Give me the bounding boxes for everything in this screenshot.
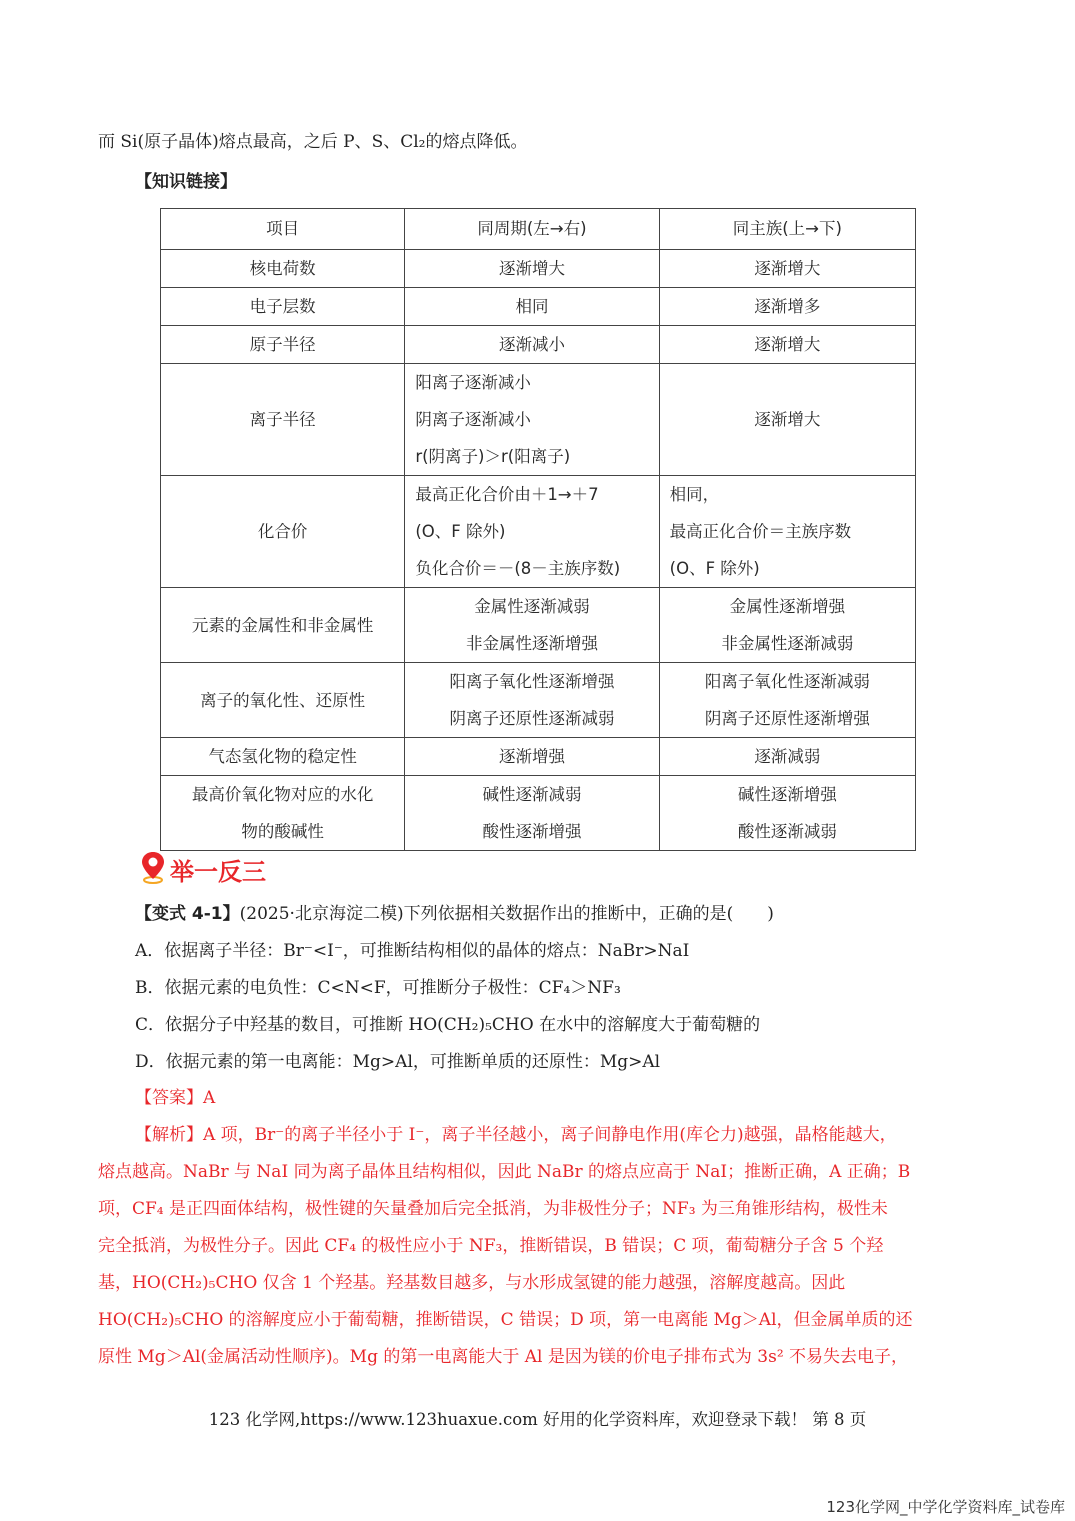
row-group-cell — [659, 776, 915, 851]
row-group-cell — [659, 326, 915, 364]
section-title: 举一反三 — [170, 858, 266, 886]
cell-line: 相同 — [515, 297, 549, 316]
cell-line: 阳离子氧化性逐渐减弱 — [704, 672, 870, 691]
cell-line: 逐渐减小 — [498, 335, 565, 354]
section-title-block — [140, 850, 166, 888]
table-row — [161, 288, 916, 326]
row-item-cell — [161, 776, 405, 851]
analysis-line-5: 基，HO(CH₂)₅CHO 仅含 1 个羟基。羟基数目越多，与水形成氢键的能力越强，溶解度越高。因此 — [98, 1273, 846, 1293]
table-header-cell: 同主族(上→下) — [659, 209, 915, 250]
row-item-cell: 离子半径 — [161, 364, 405, 476]
answer-label: 【答案】 — [135, 1088, 203, 1108]
row-item-cell: 电子层数 — [161, 288, 405, 326]
row-group-cell — [659, 250, 915, 288]
page-footer: 123 化学网,https://www.123huaxue.com 好用的化学资料库，欢迎登录下载！ 第 8 页 — [208, 1410, 867, 1429]
cell-line: 逐渐减弱 — [754, 747, 821, 766]
table-header-cell: 项目 — [161, 209, 405, 250]
row-item-cell: 核电荷数 — [161, 250, 405, 288]
cell-line: 非金属性逐渐增强 — [465, 634, 598, 653]
cell-line: 负化合价＝－(8－主族序数) — [415, 559, 621, 578]
cell-line: 最高价氧化物对应的水化 — [191, 785, 374, 804]
analysis-line-1: 【解析】A 项，Br⁻的离子半径小于 I⁻，离子半径越小，离子间静电作用(库仑力)越强，晶格能越大， — [135, 1125, 897, 1145]
analysis-line-6: HO(CH₂)₅CHO 的溶解度应小于葡萄糖，推断错误，C 错误；D 项，第一电离能 Mg＞Al，但金属单质的还 — [98, 1310, 913, 1330]
question-text: (2025·北京海淀二模)下列依据相关数据作出的推断中，正确的是( ) — [239, 904, 774, 924]
cell-line: 金属性逐渐增强 — [729, 597, 846, 616]
cell-line: 酸性逐渐减弱 — [737, 822, 837, 841]
cell-line: 阳离子逐渐减小 — [415, 373, 531, 392]
row-period-cell — [405, 663, 659, 738]
cell-line: 逐渐增大 — [754, 335, 821, 354]
cell-line: r(阴离子)＞r(阳离子) — [415, 447, 571, 466]
option-c: C．依据分子中羟基的数目，可推断 HO(CH₂)₅CHO 在水中的溶解度大于葡萄糖的 — [135, 1015, 761, 1035]
option-a: A．依据离子半径：Br⁻<I⁻，可推断结构相似的晶体的熔点：NaBr>NaI — [135, 941, 690, 961]
cell-line: 逐渐增大 — [754, 259, 821, 278]
answer-line — [135, 1088, 215, 1108]
row-period-cell — [405, 588, 659, 663]
cell-line: 逐渐增大 — [754, 410, 821, 429]
intro-line: 而 Si(原子晶体)熔点最高，之后 P、S、Cl₂的熔点降低。 — [98, 132, 528, 152]
table-row — [161, 476, 916, 588]
analysis-label: 【解析】 — [135, 1125, 203, 1145]
row-item-cell: 化合价 — [161, 476, 405, 588]
row-period-cell — [405, 288, 659, 326]
analysis-line-4: 完全抵消，为极性分子。因此 CF₄ 的极性应小于 NF₃，推断错误，B 错误；C 项，葡萄糖分子含 5 个羟 — [98, 1236, 884, 1256]
cell-line: (O、F 除外) — [669, 559, 760, 578]
table-row — [161, 776, 916, 851]
knowledge-table — [160, 208, 916, 851]
row-period-cell — [405, 364, 659, 476]
cell-line: 阴离子逐渐减小 — [415, 410, 531, 429]
question-tag: 【变式 4-1】 — [135, 904, 240, 924]
row-period-cell — [405, 326, 659, 364]
analysis-line-2: 熔点越高。NaBr 与 NaI 同为离子晶体且结构相似，因此 NaBr 的熔点应高于 NaI；推断正确，A 正确；B — [98, 1162, 911, 1182]
question-stem — [135, 904, 774, 924]
table-row — [161, 364, 916, 476]
knowledge-heading: 【知识链接】 — [135, 172, 237, 192]
row-period-cell — [405, 250, 659, 288]
cell-line: 逐渐增多 — [754, 297, 821, 316]
analysis-line-3: 项，CF₄ 是正四面体结构，极性键的矢量叠加后完全抵消，为非极性分子；NF₃ 为三角锥形结构，极性未 — [98, 1199, 888, 1219]
cell-line: 阴离子还原性逐渐减弱 — [449, 709, 615, 728]
row-item-cell: 离子的氧化性、还原性 — [161, 663, 405, 738]
analysis-line-7: 原性 Mg＞Al(金属活动性顺序)。Mg 的第一电离能大于 Al 是因为镁的价电子排布式为 3s² 不易失去电子， — [98, 1347, 909, 1367]
row-group-cell — [659, 476, 915, 588]
table-header-cell: 同周期(左→右) — [405, 209, 659, 250]
row-item-cell: 元素的金属性和非金属性 — [161, 588, 405, 663]
cell-line: (O、F 除外) — [415, 522, 506, 541]
row-group-cell — [659, 588, 915, 663]
cell-line: 物的酸碱性 — [241, 822, 324, 841]
cell-line: 最高正化合价由＋1→＋7 — [415, 485, 599, 504]
row-group-cell — [659, 663, 915, 738]
cell-line: 相同， — [669, 485, 720, 504]
cell-line: 碱性逐渐减弱 — [482, 785, 582, 804]
cell-line: 碱性逐渐增强 — [737, 785, 837, 804]
cell-line: 非金属性逐渐减弱 — [721, 634, 854, 653]
table-row — [161, 250, 916, 288]
table-header-row — [161, 209, 916, 250]
cell-line: 阴离子还原性逐渐增强 — [704, 709, 870, 728]
cell-line: 逐渐增强 — [498, 747, 565, 766]
row-group-cell — [659, 364, 915, 476]
row-item-cell: 原子半径 — [161, 326, 405, 364]
cell-line: 酸性逐渐增强 — [482, 822, 582, 841]
row-group-cell — [659, 288, 915, 326]
cell-line: 金属性逐渐减弱 — [474, 597, 590, 616]
watermark: 123化学网_中学化学资料库_试卷库 — [826, 1498, 1065, 1516]
table-row — [161, 326, 916, 364]
table-row — [161, 738, 916, 776]
table-row — [161, 588, 916, 663]
row-period-cell — [405, 776, 659, 851]
cell-line: 阳离子氧化性逐渐增强 — [449, 672, 615, 691]
option-d: D．依据元素的第一电离能：Mg>Al，可推断单质的还原性：Mg>Al — [135, 1052, 661, 1072]
cell-line: 逐渐增大 — [498, 259, 565, 278]
row-period-cell — [405, 738, 659, 776]
row-group-cell — [659, 738, 915, 776]
option-b: B．依据元素的电负性：C<N<F，可推断分子极性：CF₄＞NF₃ — [135, 978, 621, 998]
location-pin-icon — [140, 850, 166, 884]
row-item-cell: 气态氢化物的稳定性 — [161, 738, 405, 776]
row-period-cell — [405, 476, 659, 588]
answer-value: A — [203, 1088, 216, 1108]
table-row — [161, 663, 916, 738]
cell-line: 最高正化合价＝主族序数 — [669, 522, 852, 541]
